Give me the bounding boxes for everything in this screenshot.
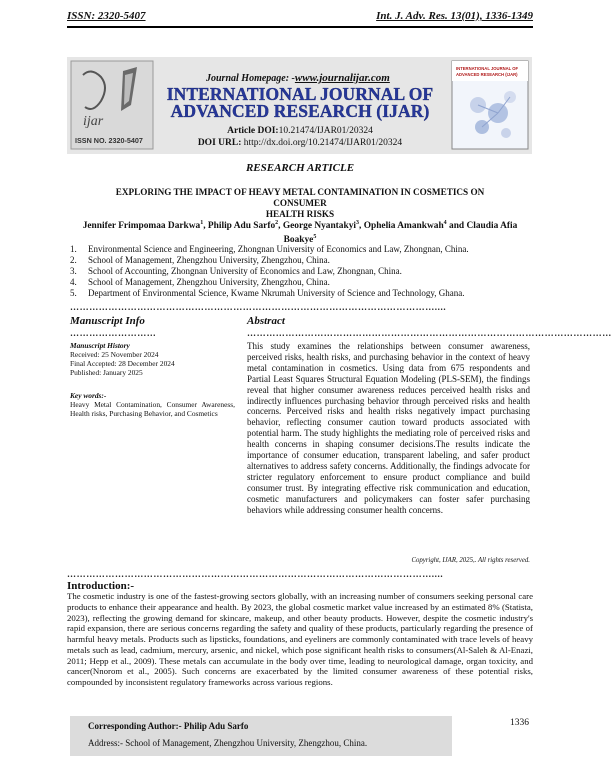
article-doi [150, 126, 450, 136]
section-divider: …………………………………………………………………………………………………….... [70, 302, 447, 312]
journal-cover-image [452, 61, 528, 149]
manuscript-history [70, 341, 235, 377]
journal-title [150, 86, 450, 120]
affiliation-number: 4. [70, 277, 77, 287]
affiliation-item [70, 244, 540, 255]
author-name: Philip Adu Sarfo [207, 221, 276, 232]
article-title [90, 187, 510, 220]
abstract-divider: …………………………………………………………………………………………………… [247, 328, 612, 338]
author-name: Ophelia Amankwah [363, 221, 444, 232]
section-divider: …………………………………………………………………………………………………….... [67, 569, 444, 579]
doi-label: Article DOI: [227, 126, 279, 136]
affiliation-number: 5. [70, 288, 77, 298]
journal-logo [71, 61, 153, 149]
doi-url-link[interactable]: http://dx.doi.org/10.21474/IJAR01/20324 [243, 138, 403, 148]
abstract-heading: Abstract [247, 315, 285, 327]
page-number: 1336 [510, 718, 529, 728]
affiliation-number: 2. [70, 255, 77, 265]
affiliation-item [70, 288, 540, 299]
author-sup: 3 [356, 220, 359, 226]
affiliation-item [70, 277, 540, 288]
affiliation-number: 3. [70, 266, 77, 276]
author-name: George Nyantakyi [282, 221, 356, 232]
affiliation-list [70, 244, 540, 299]
journal-homepage [206, 72, 390, 84]
article-title-line1: EXPLORING THE IMPACT OF HEAVY METAL CONTAMINATION IN COSMETICS ON CONSUMER [115, 187, 485, 208]
affiliation-item [70, 255, 540, 266]
author-name: Jennifer Frimpomaa Darkwa [82, 221, 201, 232]
affiliation-text: Department of Environmental Science, Kwame Nkrumah University of Science and Technology, Ghana. [88, 288, 465, 298]
author-sup: 5 [313, 234, 317, 241]
author-name: Claudia Afia Boakye [283, 221, 518, 246]
citation-header: Int. J. Adv. Res. 13(01), 1336-1349 [376, 10, 533, 22]
introduction-text: The cosmetic industry is one of the fastest-growing sectors globally, with an increasing number of consumers seeking personal care products to enhance their appearance and health. By 2023, the global cosmetic market value increased by an estimated 8% (Statista, 2023), reflecting the growing demand for skincare, makeup, and other beauty products. However, despite the cosmetic industry's rapid expansion, there are serious concerns regarding the safety and quality of these products, particularly regarding the presence of harmful heavy metals. Products such as lipsticks, foundations, and eyeliners are commonly contaminated with trace levels of heavy metals such as lead, cadmium, mercury, arsenic, and nickel, which pose significant health risks to consumers(Al-Saleh & Al-Enazi, 2011; Hepp et al., 2009). These metals can accumulate in the body over time, leading to neurological damage, organ toxicity, and cancer(Nnorom et al., 2005). Such concerns are exacerbated by the limited consumer awareness of these potential risks, compounded by inconsistent regulatory frameworks across various regions. [67, 591, 533, 687]
published-date: Published: January 2025 [70, 368, 143, 377]
keywords-label: Key words:- [70, 391, 107, 400]
received-date: Received: 25 November 2024 [70, 350, 159, 359]
affiliation-text: School of Accounting, Zhongnan University of Economics and Law, Zhongnan, China. [88, 266, 402, 276]
affiliation-item [70, 266, 540, 277]
doi-value: 10.21474/IJAR01/20324 [278, 126, 373, 136]
abstract-text: This study examines the relationships between consumer awareness, perceived risks, health risks, and purchasing behavior in the context of heavy metal contamination in cosmetics. Using data from 675 respondents and Partial Least Squares Structural Equation Modeling (PLS-SEM), the findings reveal that higher consumer awareness reduces perceived health risks and indirectly influences purchasing behavior through perceived risks and health concerns. Perceived risks and health risks negatively impact purchasing behavior, reflecting consumer caution toward products associated with potential harm. The study highlights the mediating role of perceived risks and health concerns in shaping consumer decisions.The results indicate the importance of consumer education, transparent labeling, and safer product alternatives to address safety concerns. Additionally, the findings advocate for stricter regulatory enforcement to ensure product compliance and build consumer trust. By integrating effective risk communication and education, cosmetic manufacturers and policymakers can foster safer purchasing behaviors while addressing consumer health concerns. [247, 341, 530, 515]
affiliation-number: 1. [70, 244, 77, 254]
doi-url-label: DOI URL: [197, 138, 242, 148]
introduction-heading: Introduction:- [67, 580, 135, 592]
corresponding-author: Corresponding Author:- Philip Adu Sarfo [88, 721, 249, 731]
author-address: Address:- School of Management, Zhengzhou University, Zhengzhou, China. [88, 738, 368, 748]
accepted-date: Final Accepted: 28 December 2024 [70, 359, 175, 368]
author-sup: 2 [275, 220, 279, 226]
copyright-note: Copyright, IJAR, 2025,. All rights reserved. [411, 557, 530, 564]
journal-title-line2: ADVANCED RESEARCH (IJAR) [170, 101, 430, 121]
logo-issn: ISSN NO. 2320-5407 [75, 136, 143, 145]
journal-title-line1: INTERNATIONAL JOURNAL OF [166, 84, 434, 104]
homepage-label: Journal Homepage: - [206, 73, 295, 84]
cover-title-line1: INTERNATIONAL JOURNAL OF [456, 66, 519, 71]
header-rule [67, 26, 533, 28]
article-title-line2: HEALTH RISKS [265, 209, 335, 219]
author-sup: 4 [443, 220, 447, 226]
affiliation-text: Environmental Science and Engineering, Zhongnan University of Economics and Law, Zhongnan, China. [88, 244, 469, 254]
cover-title-line2: ADVANCED RESEARCH (IJAR) [456, 72, 518, 77]
author-sup: 1 [200, 220, 204, 226]
article-type: RESEARCH ARTICLE [245, 162, 355, 174]
keywords-text: Heavy Metal Contamination, Consumer Awareness, Health risks, Purchasing Behavior, and Cosmetics [70, 400, 235, 418]
keywords-block [70, 391, 235, 418]
doi-url [150, 138, 450, 148]
author-list: Jennifer Frimpomaa Darkwa$^1$, Philip Adu Sarfo$^2$, George Nyantakyi$^3$, Ophelia Amankwah$^4$ and Claudia Afia Boakye$^5$ [82, 220, 518, 246]
manuscript-info-heading: Manuscript Info [70, 315, 145, 327]
homepage-link[interactable]: www.journalijar.com [294, 72, 390, 84]
logo-text: ijar [83, 114, 104, 129]
issn-header: ISSN: 2320-5407 [67, 10, 146, 22]
info-divider: ……………………… [70, 328, 157, 338]
affiliation-text: School of Management, Zhengzhou University, Zhengzhou, China. [88, 277, 330, 287]
history-label: Manuscript History [70, 341, 130, 350]
affiliation-text: School of Management, Zhengzhou University, Zhengzhou, China. [88, 255, 330, 265]
